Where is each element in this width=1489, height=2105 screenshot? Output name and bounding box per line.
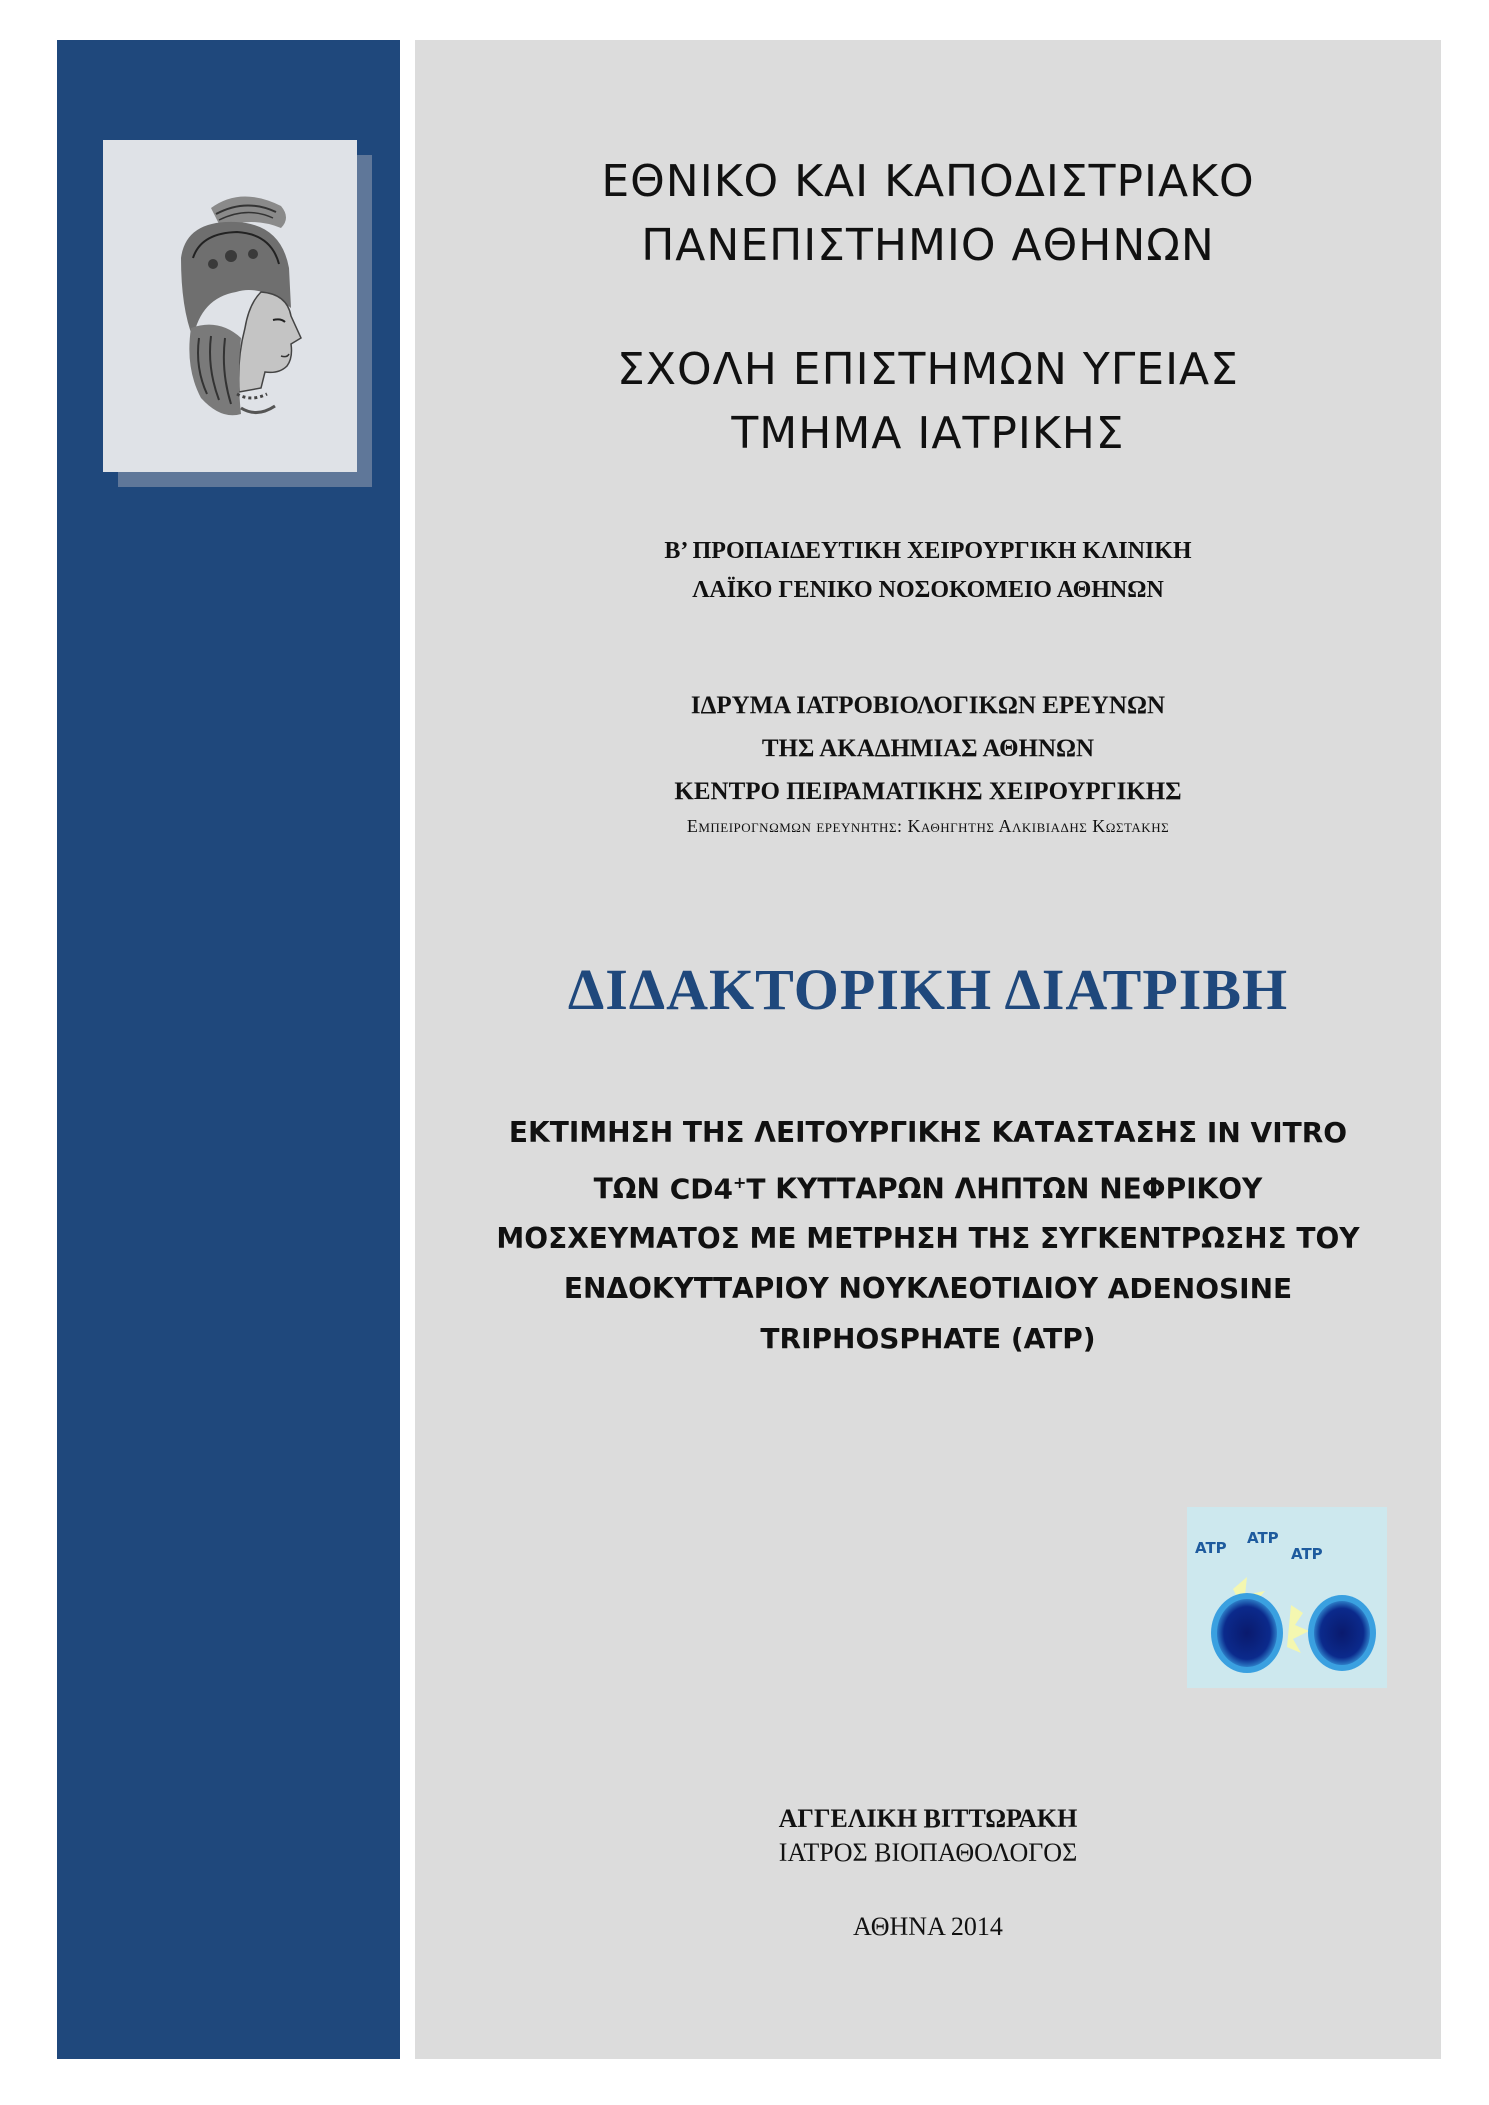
- institute-line-3: ΚΕΝΤΡΟ ΠΕΙΡΑΜΑΤΙΚΗΣ ΧΕΙΡΟΥΡΓΙΚΗΣ: [674, 778, 1182, 805]
- university-line-2: ΠΑΝΕΠΙΣΤΗΜΙΟ ΑΘΗΝΩΝ: [641, 220, 1215, 271]
- author-role: ΙΑΤΡΟΣ ΒΙΟΠΑΘΟΛΟΓΟΣ: [778, 1838, 1078, 1867]
- thesis-line-1: ΕΚΤΙΜΗΣΗ ΤΗΣ ΛΕΙΤΟΥΡΓΙΚΗΣ ΚΑΤΑΣΤΑΣΗΣ IN VITRO: [508, 1116, 1348, 1149]
- thesis-line-2-sup: +: [733, 1173, 747, 1192]
- atp-label-1: ATP: [1195, 1539, 1227, 1557]
- expert-researcher: Εμπειρογνωμων ερευνητης: Καθηγητης Αλκιβιαδης Κωστακης: [686, 816, 1170, 836]
- school-name: [415, 338, 1441, 466]
- institute-line-1: ΙΔΡΥΜΑ ΙΑΤΡΟΒΙΟΛΟΓΙΚΩΝ ΕΡΕΥΝΩΝ: [690, 692, 1166, 719]
- thesis-line-5: TRIPHOSPHATE (ATP): [760, 1322, 1096, 1356]
- university-name: [415, 150, 1441, 278]
- thesis-title: [415, 1108, 1441, 1364]
- clinic-block: [415, 532, 1441, 610]
- university-line-1: ΕΘΝΙΚΟ ΚΑΙ ΚΑΠΟΔΙΣΤΡΙΑΚΟ: [601, 156, 1255, 207]
- atp-label-3: ATP: [1291, 1545, 1323, 1563]
- institute-block: [415, 684, 1441, 813]
- author-name: ΑΓΓΕΛΙΚΗ ΒΙΤΤΩΡΑΚΗ: [778, 1804, 1078, 1833]
- clinic-line-2: ΛΑΪΚΟ ΓΕΝΙΚΟ ΝΟΣΟΚΟΜΕΙΟ ΑΘΗΝΩΝ: [692, 577, 1164, 603]
- school-line-2: ΤΜΗΜΑ ΙΑΤΡΙΚΗΣ: [731, 408, 1125, 459]
- document-type-title: ΔΙΔΑΚΤΟΡΙΚΗ ΔΙΑΤΡΙΒΗ: [567, 957, 1289, 1022]
- thesis-line-2-post: T ΚΥΤΤΑΡΩΝ ΛΗΠΤΩΝ ΝΕΦΡΙΚΟΥ: [746, 1172, 1263, 1206]
- atp-cells-icon: [1187, 1507, 1387, 1688]
- university-logo: [103, 140, 357, 472]
- thesis-line-2-pre: ΤΩΝ CD4: [593, 1172, 734, 1206]
- atp-illustration: [1187, 1507, 1387, 1688]
- institute-line-2: ΤΗΣ ΑΚΑΔΗΜΙΑΣ ΑΘΗΝΩΝ: [761, 735, 1095, 762]
- athena-helmet-head-icon: [141, 188, 319, 424]
- thesis-line-4: ΕΝΔΟΚΥΤΤΑΡΙΟΥ ΝΟΥΚΛΕΟΤΙΔΙΟΥ ADENOSINE: [563, 1272, 1293, 1306]
- clinic-line-1: Β’ ΠΡΟΠΑΙΔΕΥΤΙΚΗ ΧΕΙΡΟΥΡΓΙΚΗ ΚΛΙΝΙΚΗ: [664, 538, 1192, 564]
- atp-label-2: ATP: [1247, 1529, 1279, 1547]
- place-date: ΑΘΗΝΑ 2014: [853, 1912, 1003, 1941]
- school-line-1: ΣΧΟΛΗ ΕΠΙΣΤΗΜΩΝ ΥΓΕΙΑΣ: [617, 344, 1239, 395]
- thesis-line-3: ΜΟΣΧΕΥΜΑΤΟΣ ΜΕ ΜΕΤΡΗΣΗ ΤΗΣ ΣΥΓΚΕΝΤΡΩΣΗΣ ΤΟΥ: [496, 1222, 1360, 1256]
